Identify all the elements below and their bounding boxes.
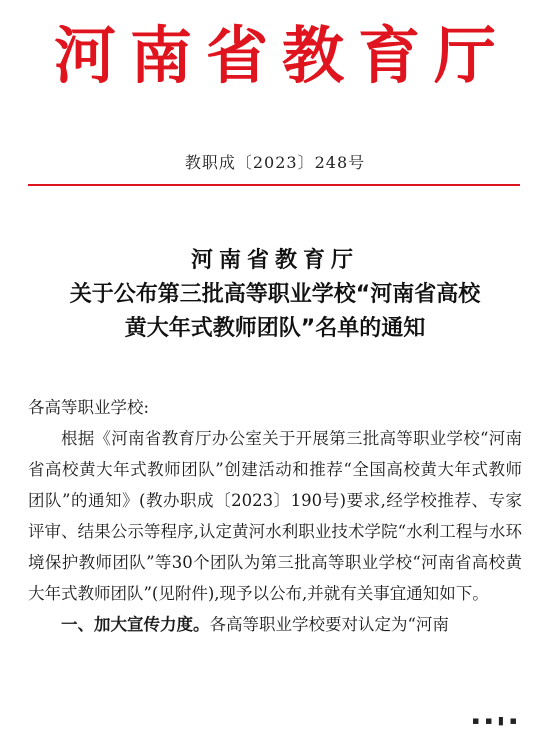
red-divider-line [28,184,520,186]
section-1-text: 各高等职业学校要对认定为“河南 [209,615,449,634]
page-corner-mark: ▪ ▪ ▮ ▪ [472,714,518,727]
section-1 [28,609,522,640]
section-1-heading: 一、加大宣传力度。 [61,615,210,634]
document-body [28,392,522,640]
salutation: 各高等职业学校: [28,398,150,417]
title-line-1: 河南省教育厅 [190,248,359,273]
masthead: 河南省教育厅 [53,19,510,92]
document-number: 教职成〔2023〕248号 [184,153,366,172]
title-line-2: 关于公布第三批高等职业学校“河南省高校 [69,282,481,307]
title-line-3: 黄大年式教师团队”名单的通知 [124,316,426,341]
paragraph-1: 根据《河南省教育厅办公室关于开展第三批高等职业学校“河南省高校黄大年式教师团队”创建活动和推荐“全国高校黄大年式教师团队”的通知》(教办职成〔2023〕190号)要求,经学校推荐、专家评审、结果公示等程序,认定黄河水利职业技术学院“水利工程与水环境保护教师团队”等30个团队为第三批高等职业学校“河南省高校黄大年式教师团队”(见附件),现予以公布,并就有关事宜通知如下。 [28,429,522,603]
document-title [0,244,550,346]
